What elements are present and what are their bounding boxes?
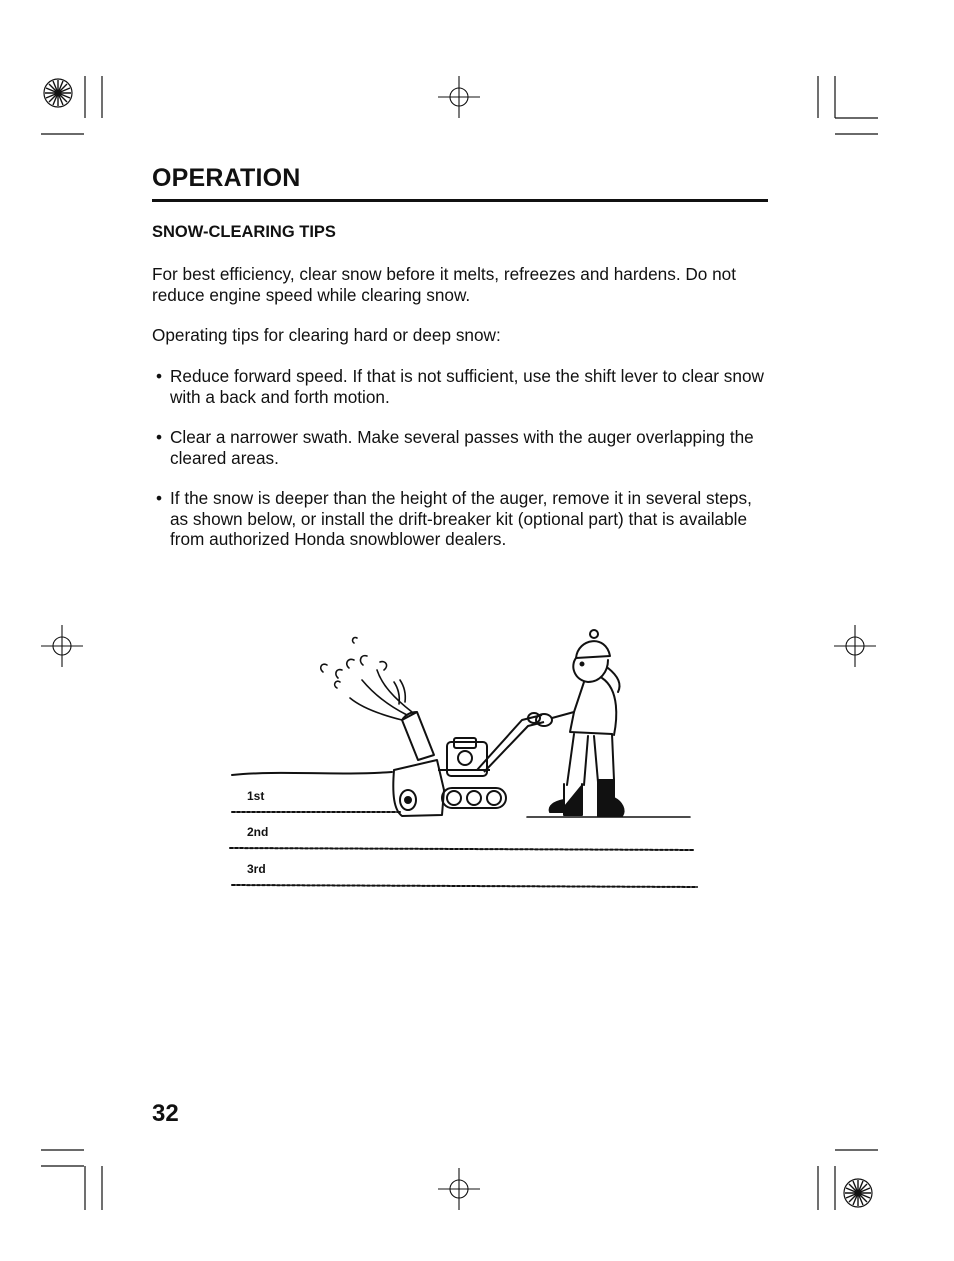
registration-starburst-top-left — [44, 79, 72, 107]
tips-lead-paragraph: Operating tips for clearing hard or deep snow: — [152, 325, 501, 345]
bullet-marker: • — [156, 488, 163, 508]
list-item — [152, 366, 772, 407]
snowblower — [393, 712, 544, 816]
bullet-marker: • — [156, 427, 163, 447]
page-title: OPERATION — [152, 164, 301, 192]
list-item-text: Clear a narrower swath. Make several passes with the auger overlapping the cleared areas. — [170, 427, 754, 468]
title-rule — [152, 199, 768, 202]
layer-line-2nd — [230, 848, 694, 850]
layer-label-3rd: 3rd — [247, 862, 266, 876]
snowblower-layers-illustration — [222, 620, 712, 900]
list-item — [152, 488, 772, 550]
bullet-marker: • — [156, 366, 163, 386]
intro-paragraph: For best efficiency, clear snow before it melts, refreezes and hardens. Do not reduce engine speed while clearing snow. — [152, 264, 737, 305]
snow-surface-line — [232, 772, 392, 775]
list-item-text: Reduce forward speed. If that is not sufficient, use the shift lever to clear snow with a back and forth motion. — [170, 366, 764, 407]
registration-starburst-bottom-right — [844, 1179, 872, 1207]
layer-line-3rd — [232, 885, 697, 887]
page-number: 32 — [152, 1100, 179, 1127]
section-heading: SNOW-CLEARING TIPS — [152, 223, 336, 241]
layer-label-2nd: 2nd — [247, 825, 269, 839]
list-item-text: If the snow is deeper than the height of the auger, remove it in several steps, as shown below, or install the drift-breaker kit (optional part) that is available from authorized Honda snowblower dealers. — [170, 488, 752, 549]
list-item — [152, 427, 772, 468]
snow-spray — [321, 638, 412, 720]
layer-label-1st: 1st — [247, 789, 265, 803]
